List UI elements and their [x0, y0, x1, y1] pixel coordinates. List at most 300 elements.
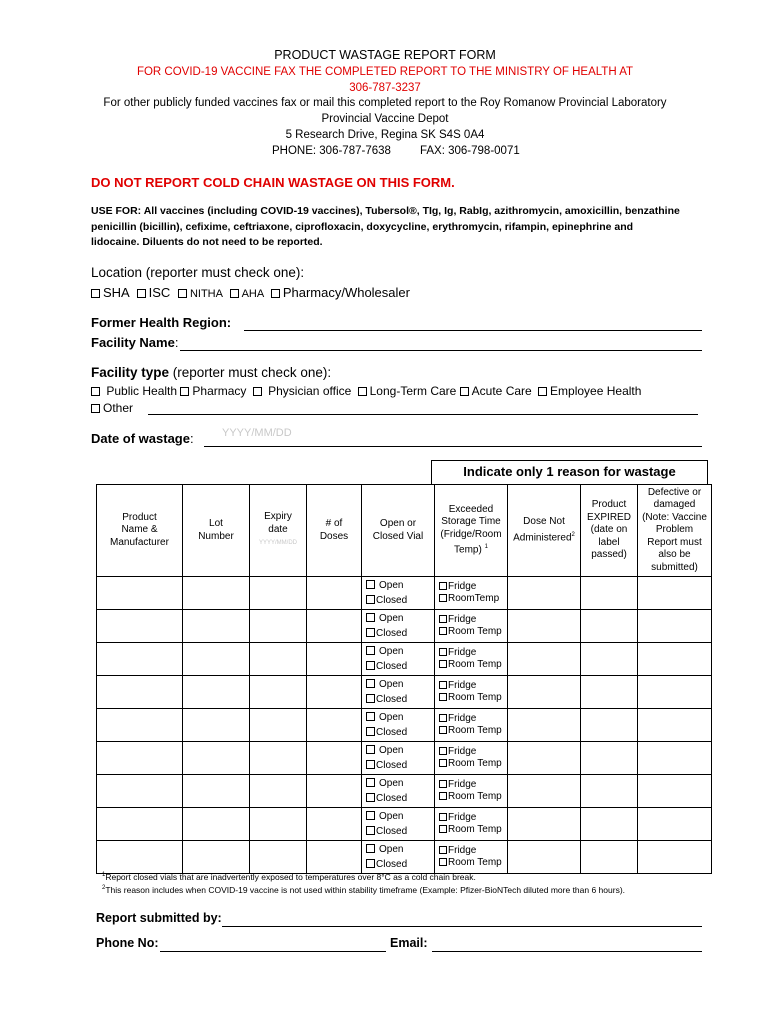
former-health-region-input[interactable]: [244, 329, 702, 331]
open-option[interactable]: [366, 743, 434, 758]
option-label: Closed: [376, 661, 408, 672]
open-option[interactable]: [366, 578, 434, 593]
checkbox[interactable]: [439, 780, 447, 788]
col-dose-not-administered: [508, 485, 581, 577]
vial-cell: [362, 742, 435, 775]
col-exceeded: [435, 485, 508, 577]
checkbox[interactable]: [358, 387, 367, 396]
dose-not-administered-cell[interactable]: [508, 643, 581, 676]
checkbox[interactable]: [439, 693, 447, 701]
header-hint: YYYY/MM/DD: [258, 540, 297, 547]
header-text: Dose Not: [523, 516, 565, 528]
table-row: [97, 742, 712, 775]
defective-cell[interactable]: [638, 577, 712, 610]
closed-option[interactable]: [366, 659, 434, 674]
checkbox[interactable]: [178, 289, 187, 298]
footnote-text: Report closed vials that are inadvertently exposed to temperatures over 8°C as a cold chain break.: [105, 872, 476, 882]
option-label: Closed: [376, 826, 408, 837]
lot-cell[interactable]: [183, 742, 250, 775]
expired-cell[interactable]: [581, 775, 638, 808]
room-temp-option[interactable]: [439, 791, 507, 804]
checkbox[interactable]: [439, 792, 447, 800]
vial-cell: [362, 577, 435, 610]
defective-cell[interactable]: [638, 841, 712, 874]
exceeded-cell: [435, 577, 508, 610]
checkbox[interactable]: [366, 727, 375, 736]
option-label: Open: [379, 712, 404, 723]
checkbox[interactable]: [366, 811, 375, 820]
phone-input[interactable]: [160, 950, 386, 952]
footnote-2: [102, 885, 625, 895]
option-label: Pharmacy: [192, 384, 247, 398]
checkbox[interactable]: [180, 387, 189, 396]
option-label: Pharmacy/Wholesaler: [282, 285, 410, 300]
form-title: PRODUCT WASTAGE REPORT FORM: [274, 48, 496, 62]
location-options: [91, 285, 410, 300]
depot-name: Provincial Vaccine Depot: [321, 113, 449, 125]
expiry-cell[interactable]: [250, 841, 307, 874]
doses-cell[interactable]: [307, 643, 362, 676]
fridge-option[interactable]: [439, 581, 507, 594]
defective-cell[interactable]: [638, 775, 712, 808]
expiry-cell[interactable]: [250, 643, 307, 676]
use-for-line-1: USE FOR: All vaccines (including COVID-19 vaccines), Tubersol®, TIg, Ig, RabIg, azithromycin, amoxicillin, benzathine: [91, 205, 680, 217]
header-text: Report must: [647, 536, 702, 548]
option-label: AHA: [241, 288, 265, 300]
checkbox[interactable]: [91, 404, 100, 413]
checkbox[interactable]: [439, 726, 447, 734]
covid-fax-number: 306-787-3237: [349, 82, 421, 94]
depot-fax: FAX: 306-798-0071: [420, 145, 520, 157]
doses-cell[interactable]: [307, 709, 362, 742]
location-option-isc[interactable]: [137, 285, 171, 300]
table-header-row: [97, 485, 712, 577]
fridge-option[interactable]: [439, 647, 507, 660]
doses-cell[interactable]: [307, 676, 362, 709]
option-label: Open: [379, 679, 404, 690]
option-label: Open: [379, 745, 404, 756]
col-lot: [183, 485, 250, 577]
room-temp-option[interactable]: [439, 659, 507, 672]
checkbox[interactable]: [253, 387, 262, 396]
product-cell[interactable]: [97, 841, 183, 874]
lot-cell[interactable]: [183, 808, 250, 841]
option-label: Room Temp: [448, 659, 502, 670]
room-temp-option[interactable]: [439, 857, 507, 870]
date-of-wastage-label-wrap: [91, 431, 194, 446]
defective-cell[interactable]: [638, 742, 712, 775]
option-label: Closed: [376, 859, 408, 870]
option-label: Fridge: [448, 712, 477, 724]
fridge-option[interactable]: [439, 680, 507, 693]
closed-option[interactable]: [366, 824, 434, 839]
facility-type-heading: [91, 365, 331, 380]
dose-not-administered-cell[interactable]: [508, 808, 581, 841]
open-option[interactable]: [366, 842, 434, 857]
doses-cell[interactable]: [307, 841, 362, 874]
defective-cell[interactable]: [638, 610, 712, 643]
checkbox[interactable]: [366, 745, 375, 754]
checkbox[interactable]: [439, 825, 447, 833]
checkbox[interactable]: [538, 387, 547, 396]
expired-cell[interactable]: [581, 841, 638, 874]
checkbox[interactable]: [439, 858, 447, 866]
exceeded-cell: [435, 676, 508, 709]
checkbox[interactable]: [366, 844, 375, 853]
header-text: also be: [658, 549, 691, 561]
checkbox[interactable]: [439, 660, 447, 668]
product-cell[interactable]: [97, 775, 183, 808]
closed-option[interactable]: [366, 626, 434, 641]
expiry-cell[interactable]: [250, 742, 307, 775]
checkbox[interactable]: [366, 712, 375, 721]
product-cell[interactable]: [97, 742, 183, 775]
checkbox[interactable]: [439, 747, 447, 755]
facility-type-other-input[interactable]: [148, 413, 698, 415]
header-text: Exceeded: [448, 503, 494, 515]
col-expiry: [250, 485, 307, 577]
location-heading: [91, 265, 304, 280]
checkbox[interactable]: [366, 778, 375, 787]
lot-cell[interactable]: [183, 610, 250, 643]
checkbox[interactable]: [366, 595, 375, 604]
expiry-cell[interactable]: [250, 676, 307, 709]
room-temp-option[interactable]: [439, 725, 507, 738]
checkbox[interactable]: [366, 826, 375, 835]
use-for-line-3: lidocaine. Diluents do not need to be reported.: [91, 236, 323, 248]
dose-not-administered-cell[interactable]: [508, 841, 581, 874]
expired-cell[interactable]: [581, 643, 638, 676]
header-text: Doses: [319, 530, 349, 542]
col-product: [97, 485, 183, 577]
checkbox[interactable]: [366, 859, 375, 868]
header-text: Manufacturer: [110, 536, 169, 548]
dose-not-administered-cell[interactable]: [508, 775, 581, 808]
header-text: submitted): [651, 561, 698, 573]
checkbox[interactable]: [439, 714, 447, 722]
former-health-region-label: Former Health Region:: [91, 315, 232, 330]
open-option[interactable]: [366, 677, 434, 692]
table-row: [97, 841, 712, 874]
option-label: Employee Health: [550, 384, 642, 398]
report-submitted-label: Report submitted by:: [96, 911, 222, 925]
wastage-table: [96, 484, 712, 874]
checkbox[interactable]: [366, 661, 375, 670]
lot-cell[interactable]: [183, 775, 250, 808]
room-temp-option[interactable]: [439, 692, 507, 705]
location-colon: :: [300, 265, 305, 280]
doses-cell[interactable]: [307, 742, 362, 775]
defective-cell[interactable]: [638, 676, 712, 709]
exceeded-cell: [435, 775, 508, 808]
email-label: Email:: [390, 936, 428, 950]
col-doses: [307, 485, 362, 577]
checkbox[interactable]: [91, 387, 100, 396]
report-submitted-input[interactable]: [222, 925, 702, 927]
expired-cell[interactable]: [581, 808, 638, 841]
facility-type-options: [91, 384, 641, 398]
room-temp-option[interactable]: [439, 593, 507, 606]
checkbox[interactable]: [366, 679, 375, 688]
vial-cell: [362, 775, 435, 808]
checkbox[interactable]: [366, 646, 375, 655]
product-cell[interactable]: [97, 676, 183, 709]
lot-cell[interactable]: [183, 643, 250, 676]
option-label: Fridge: [448, 844, 477, 856]
facility-type-pharmacy[interactable]: [180, 384, 246, 398]
covid-fax-instruction: FOR COVID-19 VACCINE FAX THE COMPLETED REPORT TO THE MINISTRY OF HEALTH AT: [136, 66, 634, 78]
lot-cell[interactable]: [183, 841, 250, 874]
table-row: [97, 676, 712, 709]
reason-title: Indicate only 1 reason for wastage: [431, 460, 708, 484]
option-label: Open: [379, 646, 404, 657]
footnote-1: [102, 872, 476, 882]
exceeded-cell: [435, 841, 508, 874]
header-text: damaged: [653, 499, 696, 511]
vial-cell: [362, 643, 435, 676]
fridge-option[interactable]: [439, 845, 507, 858]
option-label: Open: [379, 613, 404, 624]
expiry-cell[interactable]: [250, 709, 307, 742]
header-text: passed): [591, 549, 627, 561]
col-defective: [638, 485, 712, 577]
location-label: Location: [91, 265, 143, 280]
location-option-aha[interactable]: [230, 288, 265, 300]
option-label: NITHA: [189, 288, 223, 300]
open-option[interactable]: [366, 809, 434, 824]
fridge-option[interactable]: [439, 713, 507, 726]
option-label: Closed: [376, 760, 408, 771]
email-input[interactable]: [432, 950, 702, 952]
option-label: Open: [379, 778, 404, 789]
option-label: Room Temp: [448, 725, 502, 736]
facility-type-physician[interactable]: [253, 384, 352, 398]
closed-option[interactable]: [366, 791, 434, 806]
option-label: Long-Term Care: [369, 384, 457, 398]
other-vaccines-instruction: For other publicly funded vaccines fax or mail this completed report to the Roy Romanow Provincial Laboratory: [103, 97, 667, 109]
option-label: Open: [379, 580, 404, 591]
use-for-line-2: penicillin (bicillin), cefixime, ceftriaxone, ciprofloxacin, doxycycline, erythromycin, rifampin, epinephrine and: [91, 221, 634, 233]
fridge-option[interactable]: [439, 746, 507, 759]
table-row: [97, 577, 712, 610]
dose-not-administered-cell[interactable]: [508, 610, 581, 643]
header-text: Storage Time: [441, 516, 501, 528]
header-text: Lot: [209, 518, 223, 529]
header-text: Defective or: [647, 486, 702, 498]
expiry-cell[interactable]: [250, 808, 307, 841]
header-text: Open or: [379, 518, 417, 529]
expired-cell[interactable]: [581, 577, 638, 610]
header-text: Expiry: [264, 511, 292, 523]
option-label: Room Temp: [448, 857, 502, 868]
date-of-wastage-input[interactable]: [204, 445, 702, 447]
doses-cell[interactable]: [307, 808, 362, 841]
expiry-cell[interactable]: [250, 577, 307, 610]
option-label: SHA: [103, 285, 130, 300]
header-text: Administered: [513, 532, 572, 544]
expired-cell[interactable]: [581, 709, 638, 742]
checkbox[interactable]: [366, 694, 375, 703]
facility-name-colon: :: [174, 335, 179, 350]
fridge-option[interactable]: [439, 812, 507, 825]
option-label: Open: [379, 844, 404, 855]
option-label: Room Temp: [448, 791, 502, 802]
dose-not-administered-cell[interactable]: [508, 577, 581, 610]
product-cell[interactable]: [97, 643, 183, 676]
exceeded-cell: [435, 808, 508, 841]
open-option[interactable]: [366, 776, 434, 791]
vial-cell: [362, 676, 435, 709]
option-label: Room Temp: [448, 758, 502, 769]
location-option-nitha[interactable]: [178, 288, 223, 300]
location-option-pharmacy[interactable]: [271, 285, 410, 300]
doses-cell[interactable]: [307, 775, 362, 808]
checkbox[interactable]: [366, 760, 375, 769]
table-row: [97, 709, 712, 742]
vial-cell: [362, 841, 435, 874]
facility-type-employee-health[interactable]: [538, 384, 641, 398]
open-option[interactable]: [366, 644, 434, 659]
dose-not-administered-cell[interactable]: [508, 742, 581, 775]
product-cell[interactable]: [97, 577, 183, 610]
checkbox[interactable]: [366, 628, 375, 637]
option-label: Fridge: [448, 679, 477, 691]
header-text: (date on: [590, 524, 628, 536]
dose-not-administered-cell[interactable]: [508, 709, 581, 742]
vial-cell: [362, 709, 435, 742]
checkbox[interactable]: [230, 289, 239, 298]
option-label: Room Temp: [448, 626, 502, 637]
room-temp-option[interactable]: [439, 626, 507, 639]
option-label: Public Health: [106, 384, 178, 398]
open-option[interactable]: [366, 710, 434, 725]
vial-cell: [362, 610, 435, 643]
checkbox[interactable]: [91, 289, 100, 298]
checkbox[interactable]: [439, 759, 447, 767]
header-text: (Fridge/Room: [440, 528, 502, 540]
header-text: (Note: Vaccine: [642, 511, 707, 523]
closed-option[interactable]: [366, 692, 434, 707]
option-label: RoomTemp: [448, 593, 500, 604]
option-label: Closed: [376, 595, 408, 606]
expired-cell[interactable]: [581, 676, 638, 709]
exceeded-cell: [435, 643, 508, 676]
checkbox[interactable]: [439, 846, 447, 854]
checkbox[interactable]: [366, 613, 375, 622]
checkbox[interactable]: [439, 627, 447, 635]
checkbox[interactable]: [439, 681, 447, 689]
product-cell[interactable]: [97, 610, 183, 643]
header-text: EXPIRED: [587, 511, 631, 523]
depot-phone: PHONE: 306-787-7638: [272, 145, 391, 157]
lot-cell[interactable]: [183, 577, 250, 610]
checkbox[interactable]: [366, 580, 375, 589]
defective-cell[interactable]: [638, 808, 712, 841]
doses-cell[interactable]: [307, 610, 362, 643]
option-label: ISC: [148, 285, 171, 300]
footnote-ref: 1: [484, 544, 488, 551]
option-label: Physician office: [268, 384, 352, 398]
header-text: Number: [198, 530, 234, 542]
defective-cell[interactable]: [638, 643, 712, 676]
lot-cell[interactable]: [183, 676, 250, 709]
closed-option[interactable]: [366, 593, 434, 608]
closed-option[interactable]: [366, 725, 434, 740]
facility-name-input[interactable]: [180, 349, 702, 351]
expiry-cell[interactable]: [250, 610, 307, 643]
fridge-option[interactable]: [439, 614, 507, 627]
expired-cell[interactable]: [581, 610, 638, 643]
dose-not-administered-cell[interactable]: [508, 676, 581, 709]
facility-type-hint: (reporter must check one):: [169, 365, 332, 380]
location-option-sha[interactable]: [91, 285, 129, 300]
cold-chain-warning: DO NOT REPORT COLD CHAIN WASTAGE ON THIS FORM.: [91, 175, 455, 190]
header-text: Product: [122, 511, 157, 523]
option-label: Closed: [376, 694, 408, 705]
checkbox[interactable]: [137, 289, 146, 298]
option-label: Fridge: [448, 811, 477, 823]
exceeded-cell: [435, 709, 508, 742]
checkbox[interactable]: [439, 594, 447, 602]
option-label: Fridge: [448, 646, 477, 658]
lot-cell[interactable]: [183, 709, 250, 742]
product-cell[interactable]: [97, 709, 183, 742]
checkbox[interactable]: [460, 387, 469, 396]
closed-option[interactable]: [366, 857, 434, 872]
facility-type-long-term-care[interactable]: [358, 384, 457, 398]
checkbox[interactable]: [439, 582, 447, 590]
expiry-cell[interactable]: [250, 775, 307, 808]
facility-name-label-wrap: [91, 335, 178, 350]
exceeded-cell: [435, 742, 508, 775]
expired-cell[interactable]: [581, 742, 638, 775]
table-row: [97, 610, 712, 643]
doses-cell[interactable]: [307, 577, 362, 610]
vial-cell: [362, 808, 435, 841]
option-label: Fridge: [448, 580, 477, 592]
facility-type-acute-care[interactable]: [460, 384, 532, 398]
date-of-wastage-colon: :: [189, 431, 194, 446]
facility-type-public-health[interactable]: [91, 384, 177, 398]
facility-type-other[interactable]: [91, 401, 133, 415]
depot-address: 5 Research Drive, Regina SK S4S 0A4: [285, 129, 485, 141]
facility-type-label: Facility type: [91, 365, 170, 380]
footnote-text: This reason includes when COVID-19 vaccine is not used within stability timeframe (Example: Pfizer-BioNTech diluted more than 6 hours).: [105, 885, 626, 895]
fridge-option[interactable]: [439, 779, 507, 792]
checkbox[interactable]: [271, 289, 280, 298]
header-text: Temp): [454, 544, 482, 556]
closed-option[interactable]: [366, 758, 434, 773]
option-label: Closed: [376, 793, 408, 804]
footnote-ref: 2: [571, 531, 575, 538]
product-cell[interactable]: [97, 808, 183, 841]
checkbox[interactable]: [439, 615, 447, 623]
checkbox[interactable]: [366, 793, 375, 802]
room-temp-option[interactable]: [439, 758, 507, 771]
option-label: Fridge: [448, 745, 477, 757]
checkbox[interactable]: [439, 813, 447, 821]
table-row: [97, 808, 712, 841]
option-label: Closed: [376, 628, 408, 639]
open-option[interactable]: [366, 611, 434, 626]
table-row: [97, 775, 712, 808]
defective-cell[interactable]: [638, 709, 712, 742]
date-of-wastage-label: Date of wastage: [91, 431, 190, 446]
header-text: Name &: [121, 524, 158, 536]
checkbox[interactable]: [439, 648, 447, 656]
option-label: Fridge: [448, 778, 477, 790]
room-temp-option[interactable]: [439, 824, 507, 837]
